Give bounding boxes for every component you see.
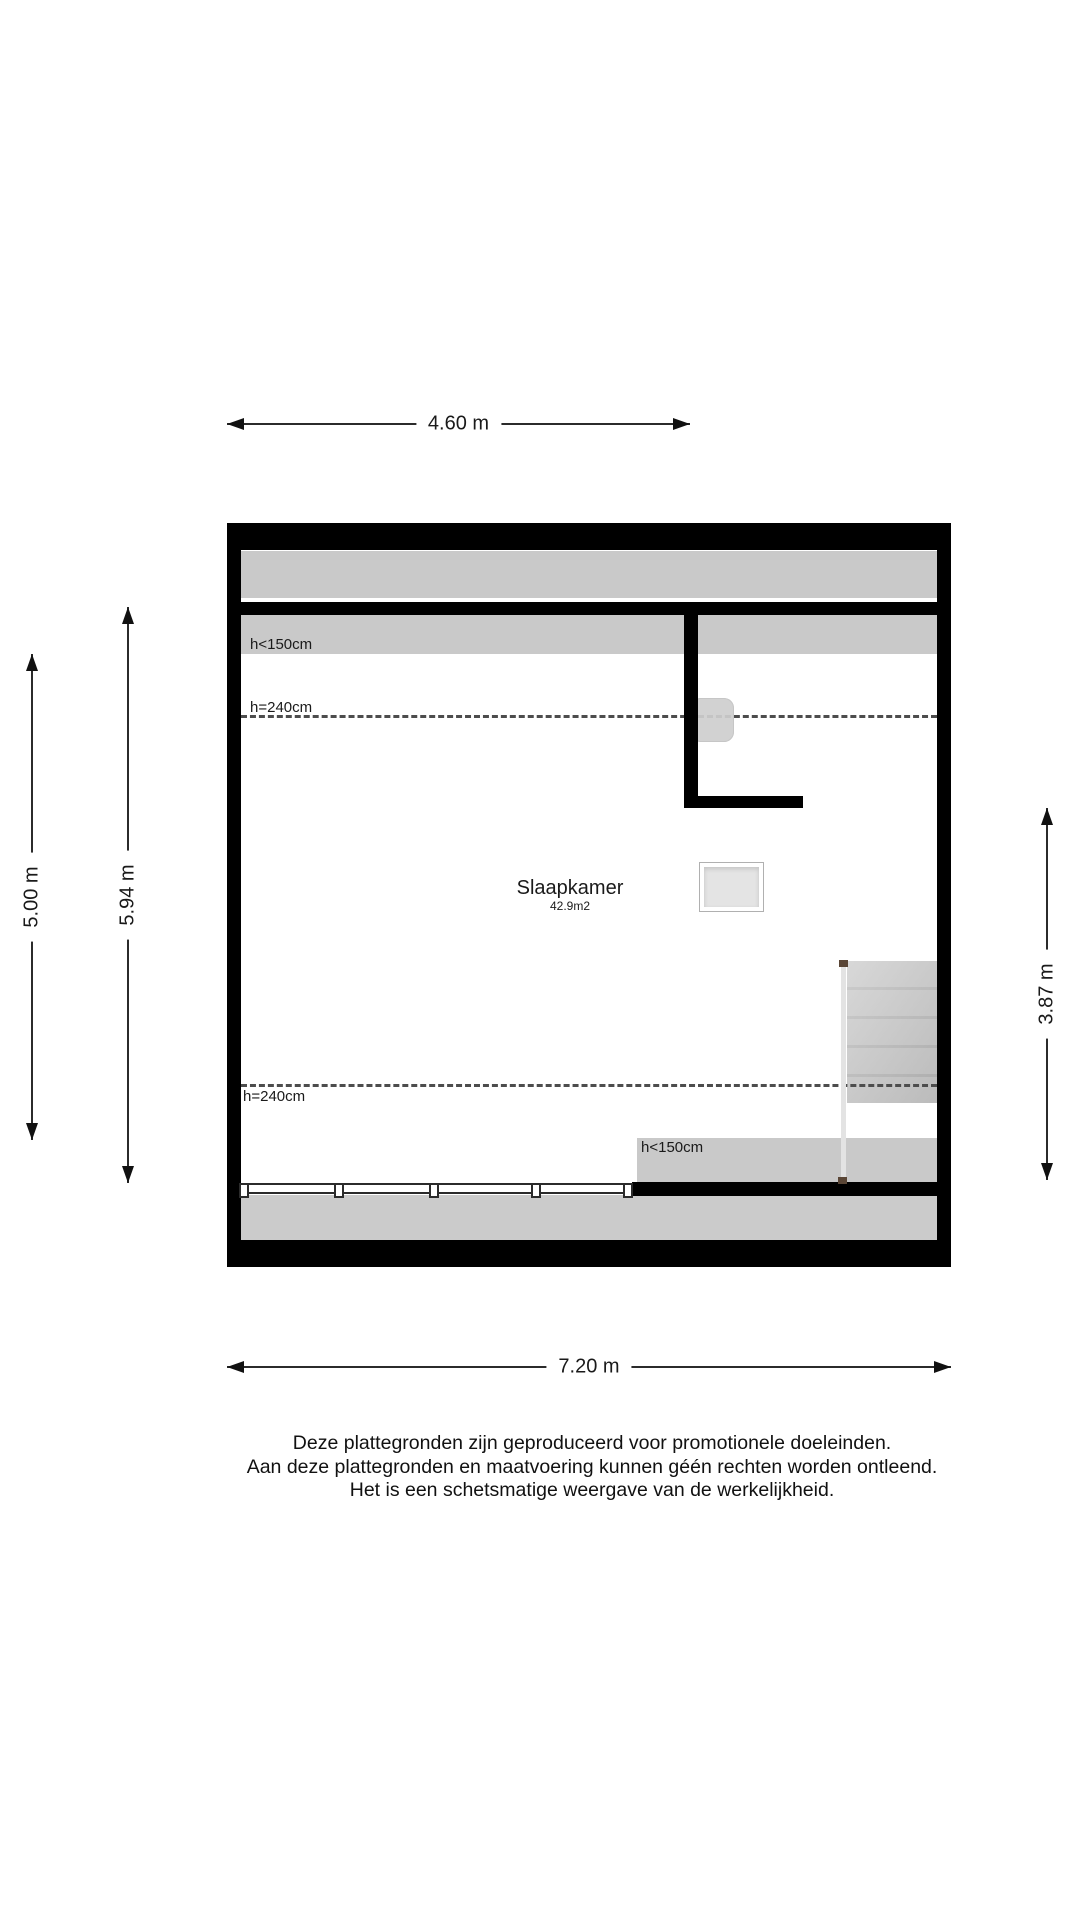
arrowhead-up-icon — [122, 607, 134, 624]
stairs-marker-bottom — [838, 1177, 847, 1184]
arrowhead-down-icon — [122, 1166, 134, 1183]
dimension-top-label: 4.60 m — [416, 413, 501, 436]
window-mullion — [623, 1183, 633, 1198]
dimension-right-label: 3.87 m — [1036, 949, 1059, 1038]
inner-wall-bottom-segment — [632, 1182, 937, 1196]
roller-object — [696, 698, 734, 742]
low-ceiling-strip-2-right — [698, 615, 937, 654]
inner-wall-horizontal — [241, 602, 937, 615]
arrowhead-right-icon — [673, 418, 690, 430]
label-h150-bottom: h<150cm — [641, 1139, 704, 1156]
disclaimer-line-1: Deze plattegronden zijn geproduceerd voor promotionele doeleinden. — [292, 1432, 892, 1454]
dotted-line-upper — [241, 715, 937, 718]
arrowhead-up-icon — [1041, 808, 1053, 825]
arrowhead-right-icon — [934, 1361, 951, 1373]
stairs-guide-line — [841, 961, 846, 1182]
wall-left — [227, 523, 241, 1267]
dimension-left-outer-label: 5.00 m — [21, 852, 44, 941]
arrowhead-down-icon — [1041, 1163, 1053, 1180]
disclaimer — [152, 1432, 1032, 1503]
dimension-left-inner-label: 5.94 m — [117, 850, 140, 939]
low-ceiling-strip-top — [241, 551, 937, 598]
arrowhead-down-icon — [26, 1123, 38, 1140]
label-h240-lower: h=240cm — [243, 1088, 306, 1105]
window-mullion — [531, 1183, 541, 1198]
stairs-marker-top — [839, 960, 848, 967]
dimension-bottom-label: 7.20 m — [546, 1356, 631, 1379]
disclaimer-line-3: Het is een schetsmatige weergave van de werkelijkheid. — [349, 1479, 835, 1501]
skylight-window — [700, 863, 763, 911]
arrowhead-up-icon — [26, 654, 38, 671]
window-mullion — [239, 1183, 249, 1198]
wall-top — [227, 523, 951, 550]
window-mullion — [429, 1183, 439, 1198]
room-area: 42.9m2 — [549, 899, 591, 913]
inner-wall-stub — [684, 796, 803, 808]
room-name: Slaapkamer — [516, 877, 624, 899]
window-row — [241, 1183, 632, 1194]
dotted-line-lower — [241, 1084, 937, 1087]
stairs — [847, 961, 937, 1103]
wall-bottom — [227, 1240, 951, 1267]
arrowhead-left-icon — [227, 418, 244, 430]
disclaimer-line-2: Aan deze plattegronden en maatvoering kunnen géén rechten worden ontleend. — [246, 1455, 938, 1478]
wall-right — [937, 523, 951, 1267]
window-mullion — [334, 1183, 344, 1198]
label-h240-upper: h=240cm — [250, 699, 313, 716]
bottom-gray-strip — [241, 1195, 937, 1240]
arrowhead-left-icon — [227, 1361, 244, 1373]
label-h150-top: h<150cm — [250, 636, 313, 653]
inner-wall-vertical — [684, 602, 698, 808]
